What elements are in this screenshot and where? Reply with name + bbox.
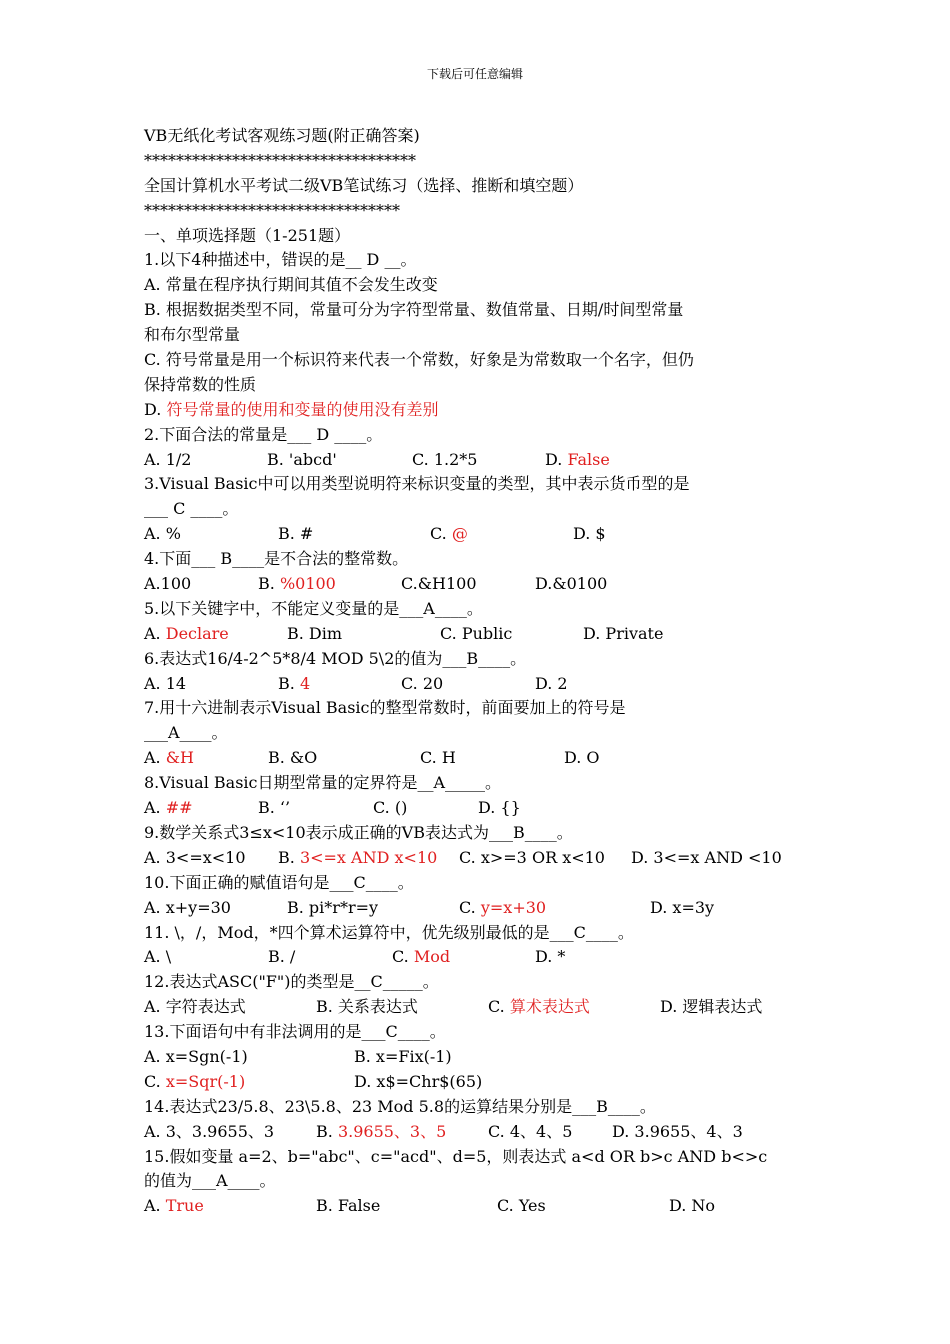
question-stem-continued: 的值为___A____。	[144, 1171, 276, 1191]
option-label: D.	[144, 399, 167, 419]
correct-answer: 3<=x AND x<10	[299, 847, 438, 867]
options-row	[144, 995, 809, 1020]
options-row	[144, 572, 809, 597]
option-b	[258, 572, 336, 597]
question-stem: 11. \，/，Mod，*四个算术运算符中，优先级别最低的是___C____。	[144, 922, 634, 942]
option-b	[278, 846, 437, 871]
question-stem: 10.下面正确的赋值语句是___C____。	[144, 872, 414, 892]
option-label: C.	[459, 897, 481, 917]
option-a: A. \	[144, 947, 172, 967]
option-c: C.&H100	[401, 574, 477, 594]
option-d: D. {}	[478, 798, 521, 818]
question-stem: 1.以下4种描述中，错误的是__ D __。	[144, 250, 417, 270]
option-d: D. 3.9655、4、3	[612, 1121, 743, 1141]
option-d: D. Private	[583, 623, 664, 643]
option-d: D. x=3y	[650, 897, 715, 917]
option-label: A.	[144, 748, 166, 768]
options-row	[144, 1194, 809, 1219]
option-b: B. /	[268, 947, 296, 967]
option-d	[545, 448, 610, 473]
option-b: B. #	[278, 524, 314, 544]
options-row	[144, 846, 809, 871]
correct-answer: @	[451, 524, 468, 544]
option-label: B.	[258, 574, 280, 594]
option-label: B.	[278, 673, 300, 693]
option-label: A.	[144, 798, 166, 818]
question-stem: 13.下面语句中有非法调用的是___C____。	[144, 1022, 446, 1042]
document-subtitle: 全国计算机水平考试二级VB笔试练习（选择、推断和填空题）	[144, 175, 584, 195]
option-d: D. O	[564, 748, 600, 768]
option-d: D. 2	[535, 673, 568, 693]
correct-answer: True	[165, 1196, 204, 1216]
option-c	[430, 522, 468, 547]
option-c: C. Yes	[497, 1196, 546, 1216]
question-stem: 2.下面合法的常量是___ D ____。	[144, 424, 383, 444]
option-label: A.	[144, 1196, 166, 1216]
option-c: C. x>=3 OR x<10	[459, 847, 605, 867]
option-label: C.	[488, 997, 510, 1017]
option-b: B. Dim	[287, 623, 343, 643]
option-c: C. H	[420, 748, 456, 768]
correct-answer: 3.9655、3、5	[337, 1121, 447, 1141]
options-row	[144, 746, 809, 771]
options-row	[144, 672, 809, 697]
option-label: B.	[316, 1121, 338, 1141]
correct-answer: &H	[165, 748, 194, 768]
option-d: D. *	[535, 947, 566, 967]
option-d: D. $	[573, 524, 606, 544]
option-c	[144, 1070, 245, 1095]
option-c	[392, 945, 450, 970]
option-label: C.	[144, 1071, 166, 1091]
question-stem: 9.数学关系式3≤x<10表示成正确的VB表达式为___B____。	[144, 822, 573, 842]
option-d: D. 逻辑表达式	[660, 997, 763, 1017]
correct-answer: x=Sqr(-1)	[165, 1071, 246, 1091]
question-stem-continued: ___ C ____。	[144, 499, 239, 519]
option-b-continued: 和布尔型常量	[144, 325, 241, 345]
option-a: A. 1/2	[144, 449, 192, 469]
option-b: B. 'abcd'	[267, 449, 337, 469]
question-stem: 6.表达式16/4-2^5*8/4 MOD 5\2的值为___B____。	[144, 648, 527, 668]
separator-stars: ********************************	[144, 200, 400, 220]
option-label: D.	[545, 449, 568, 469]
option-b: B. &O	[268, 748, 318, 768]
option-c	[459, 896, 546, 921]
option-label: C.	[430, 524, 452, 544]
option-c: C. ()	[373, 798, 408, 818]
option-a	[144, 746, 194, 771]
option-d	[144, 398, 809, 423]
option-c	[488, 995, 590, 1020]
option-label: C.	[392, 947, 414, 967]
option-c: C. Public	[440, 623, 513, 643]
option-a: A. x=Sgn(-1)	[144, 1046, 248, 1066]
option-c: C. 符号常量是用一个标识符来代表一个常数，好象是为常数取一个名字，但仍	[144, 350, 694, 370]
option-a: A. 3、3.9655、3	[144, 1121, 275, 1141]
separator-stars: **********************************	[144, 150, 416, 170]
correct-answer: False	[567, 449, 610, 469]
question-stem: 7.用十六进制表示Visual Basic的整型常数时，前面要加上的符号是	[144, 698, 626, 718]
options-row	[144, 522, 809, 547]
options-row	[144, 896, 809, 921]
question-stem-continued: ___A____。	[144, 723, 228, 743]
question-stem: 8.Visual Basic日期型常量的定界符是__A_____。	[144, 773, 502, 793]
option-a: A. %	[144, 524, 181, 544]
option-b: B. x=Fix(-1)	[354, 1046, 452, 1066]
document-body	[144, 124, 809, 1219]
option-a: A. 常量在程序执行期间其值不会发生改变	[144, 275, 438, 295]
question-stem: 5.以下关键字中，不能定义变量的是___A____。	[144, 598, 483, 618]
correct-answer: 4	[299, 673, 311, 693]
page-header: 下载后可任意编辑	[426, 67, 523, 81]
correct-answer: %0100	[279, 574, 336, 594]
section-heading: 一、单项选择题（1-251题）	[144, 225, 351, 245]
question-stem: 3.Visual Basic中可以用类型说明符来标识变量的类型，其中表示货币型的是	[144, 474, 690, 494]
options-row	[144, 1070, 809, 1095]
option-a	[144, 622, 229, 647]
option-b: B. 根据数据类型不同，常量可分为字符型常量、数值常量、日期/时间型常量	[144, 300, 684, 320]
option-c: C. 1.2*5	[412, 449, 478, 469]
document-title: VB无纸化考试客观练习题(附正确答案)	[144, 126, 420, 145]
question-stem: 4.下面___ B____是不合法的整常数。	[144, 549, 409, 569]
option-d: D. 3<=x AND <10	[631, 847, 782, 867]
option-a: A. 字符表达式	[144, 997, 246, 1017]
option-b: B. pi*r*r=y	[287, 897, 379, 917]
option-label: B.	[278, 847, 300, 867]
option-b: B. False	[316, 1196, 381, 1216]
option-c-continued: 保持常数的性质	[144, 374, 257, 394]
option-b	[278, 672, 310, 697]
correct-answer: Declare	[165, 623, 229, 643]
option-a: A. 3<=x<10	[144, 847, 246, 867]
options-row	[144, 448, 809, 473]
correct-answer: 符号常量的使用和变量的使用没有差别	[166, 399, 439, 419]
option-b: B. 关系表达式	[316, 997, 418, 1017]
option-d: D. No	[669, 1196, 716, 1216]
correct-answer: y=x+30	[480, 897, 547, 917]
option-a: A. 14	[144, 673, 187, 693]
options-row	[144, 945, 809, 970]
options-row	[144, 1120, 809, 1145]
option-a: A. x+y=30	[144, 897, 231, 917]
option-b: B. ‘’	[258, 798, 291, 818]
options-row	[144, 622, 809, 647]
options-row	[144, 1045, 809, 1070]
question-stem: 15.假如变量 a=2、b="abc"、c="acd"、d=5，则表达式 a<d OR b>c AND b<>c	[144, 1146, 768, 1166]
question-stem: 14.表达式23/5.8、23\5.8、23 Mod 5.8的运算结果分别是___B____。	[144, 1096, 656, 1116]
correct-answer: ##	[165, 798, 193, 818]
option-a: A.100	[144, 574, 192, 594]
option-d: D. x$=Chr$(65)	[354, 1071, 483, 1091]
option-b	[316, 1120, 446, 1145]
question-stem: 12.表达式ASC("F")的类型是__C_____。	[144, 972, 439, 992]
correct-answer: 算术表达式	[509, 997, 590, 1017]
correct-answer: Mod	[413, 947, 451, 967]
option-a	[144, 796, 193, 821]
option-c: C. 20	[401, 673, 444, 693]
options-row	[144, 796, 809, 821]
option-c: C. 4、4、5	[488, 1121, 573, 1141]
option-d: D.&0100	[535, 574, 608, 594]
option-label: A.	[144, 623, 166, 643]
option-a	[144, 1194, 204, 1219]
